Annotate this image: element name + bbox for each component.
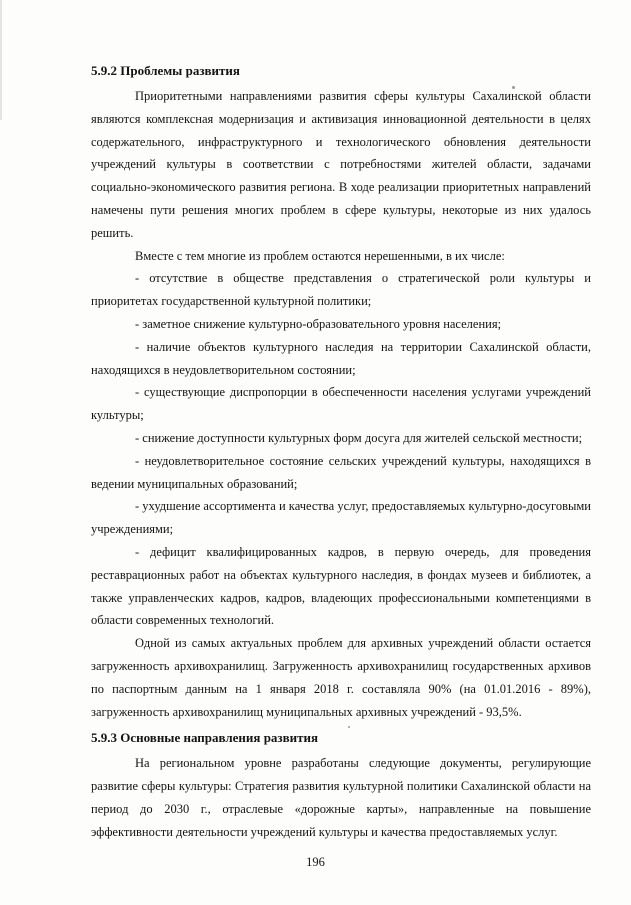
problem-item: - наличие объектов культурного наследия на территории Сахалинской области, находящихся в неудовлетворительном состоянии; (91, 339, 591, 377)
section-heading-directions: 5.9.3 Основные направления развития (91, 730, 319, 746)
document-body (91, 62, 591, 844)
paragraph-archive: Одной из самых актуальных проблем для архивных учреждений области остается загруженность архивохранилищ. Загруженность архивохранилищ государственных архивов по паспортным данным на 1 января 2018 г. составляла 90% (на 01.01.2016 - 89%), загруженность архивохранилищ муниципальных архивных учреждений - 93,5%. (91, 636, 591, 719)
problem-item: - заметное снижение культурно-образовательного уровня населения; (135, 316, 502, 331)
page-number: 196 (306, 855, 325, 869)
problem-item: - неудовлетворительное состояние сельских учреждений культуры, находящихся в ведении муниципальных образований; (91, 453, 591, 491)
problem-item: - дефицит квалифицированных кадров, в первую очередь, для проведения реставрационных работ на объектах культурного наследия, в фондах музеев и библиотек, а также управленческих кадров, кадров, владеющих профессиональными компетенциями в области современных технологий. (91, 544, 591, 628)
problem-item: - снижение доступности культурных форм досуга для жителей сельской местности; (135, 430, 583, 445)
problem-item: - ухудшение ассортимента и качества услуг, предоставляемых культурно-досуговыми учреждениями; (91, 499, 591, 537)
problem-item: - существующие диспропорции в обеспеченности населения услугами учреждений культуры; (91, 385, 591, 423)
paragraph-intro: Приоритетными направлениями развития сферы культуры Сахалинской области являются комплексная модернизация и активизация инновационной деятельности в целях содержательного, инфраструктурного и технологического обновления деятельности учреждений культуры в соответствии с потребностями жителей области, задачами социально-экономического развития региона. В ходе реализации приоритетных направлений намечены пути решения многих проблем в сфере культуры, некоторые из них удалось решить. (91, 89, 591, 240)
problem-item: - отсутствие в обществе представления о стратегической роли культуры и приоритетах государственной культурной политики; (91, 271, 591, 309)
section-heading-problems: 5.9.2 Проблемы развития (91, 63, 240, 78)
scan-edge-mark (0, 0, 2, 120)
paragraph-documents: На региональном уровне разработаны следующие документы, регулирующие развитие сферы культуры: Стратегия развития культурной политики Сахалинской области на период до 2030 г., отраслевые «дорожные карты», направленные на повышение эффективности деятельности учреждений культуры и качества предоставляемых услуг. (91, 756, 591, 839)
paragraph-lead: Вместе с тем многие из проблем остаются нерешенными, в их числе: (135, 248, 505, 263)
